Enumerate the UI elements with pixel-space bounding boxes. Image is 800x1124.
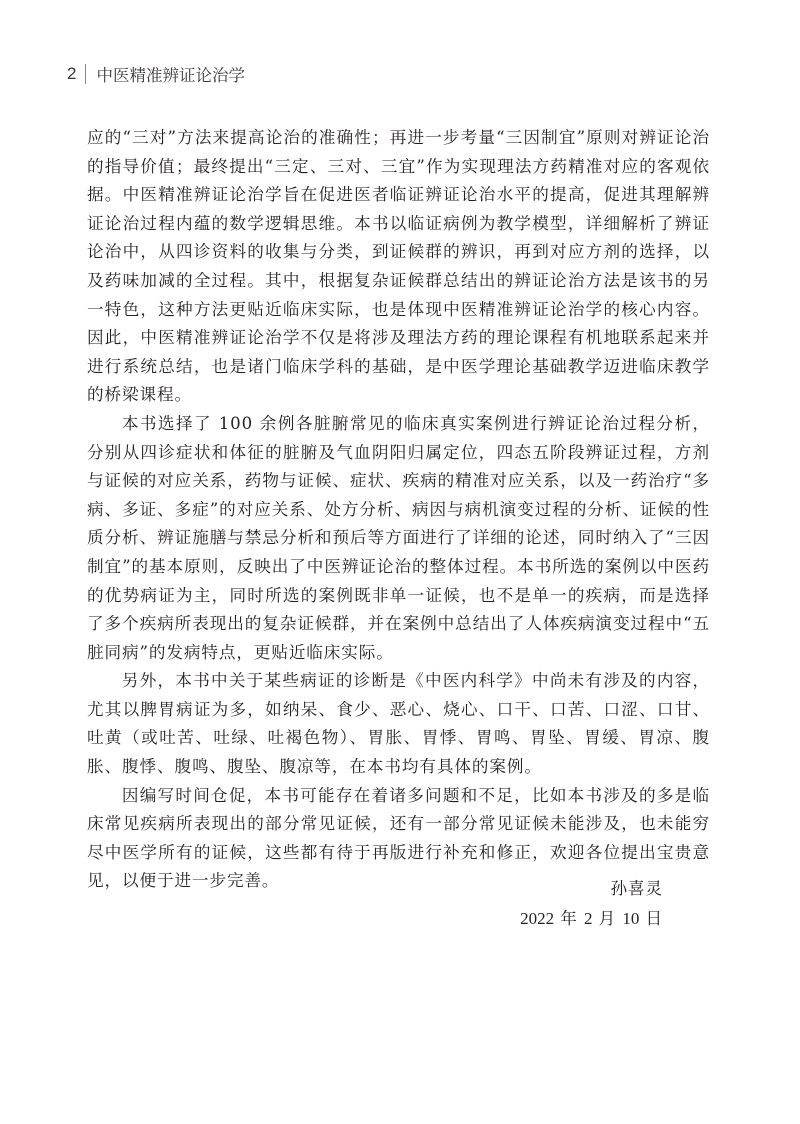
author-name: 孙喜灵 xyxy=(610,879,663,898)
date-day-unit: 日 xyxy=(645,909,663,928)
date-day: 10 xyxy=(622,909,640,928)
signature-block xyxy=(520,874,663,934)
date-year: 2022 xyxy=(520,909,555,928)
date-year-unit: 年 xyxy=(560,909,578,928)
signature-date xyxy=(520,904,663,934)
header-divider xyxy=(85,64,86,84)
paragraph-4: 因编写时间仓促，本书可能存在着诸多问题和不足，比如本书涉及的多是临床常见疾病所表现出的部分常见证候，还有一部分常见证候未能涉及，也未能穷尽中医学所有的证候，这些都有待于再版进行补充和修正，欢迎各位提出宝贵意见，以便于进一步完善。 xyxy=(87,785,710,891)
date-month-unit: 月 xyxy=(598,909,617,928)
preface-body xyxy=(87,124,710,896)
paragraph-2: 本书选择了 100 余例各脏腑常见的临床真实案例进行辨证论治过程分析，分别从四诊症状和体征的脏腑及气血阴阳归属定位，四态五阶段辨证过程，方剂与证候的对应关系，药物与证候、症状、疾病的精准对应关系，以及一药治疗“多病、多证、多症”的对应关系、处方分析、病因与病机演变过程的分析、证候的性质分析、辨证施膳与禁忌分析和预后等方面进行了详细的论述，同时纳入了“三因制宜”的基本原则，反映出了中医辨证论治的整体过程。本书所选的案例以中医药的优势病证为主，同时所选的案例既非单一证候，也不是单一的疾病，而是选择了多个疾病所表现出的复杂证候群，并在案例中总结出了人体疾病演变过程中“五脏同病”的发病特点，更贴近临床实际。 xyxy=(87,413,710,662)
book-title: 中医精准辨证论治学 xyxy=(96,66,245,85)
date-month: 2 xyxy=(583,909,593,928)
running-header xyxy=(67,63,245,85)
paragraph-3: 另外，本书中关于某些病证的诊断是《中医内科学》中尚未有涉及的内容，尤其以脾胃病证为多，如纳呆、食少、恶心、烧心、口干、口苦、口涩、口甘、吐黄（或吐苦、吐绿、吐褐色物）、胃胀、胃悸、胃鸣、胃坠、胃缓、胃凉、腹胀、腹悸、腹鸣、腹坠、腹凉等，在本书均有具体的案例。 xyxy=(87,671,710,777)
paragraph-1: 应的“三对”方法来提高论治的准确性；再进一步考量“三因制宜”原则对辨证论治的指导价值；最终提出“三定、三对、三宜”作为实现理法方药精准对应的客观依据。中医精准辨证论治学旨在促进医者临证辨证论治水平的提高，促进其理解辨证论治过程内蕴的数学逻辑思维。本书以临证病例为教学模型，详细解析了辨证论治中，从四诊资料的收集与分类，到证候群的辨识，再到对应方剂的选择，以及药味加减的全过程。其中，根据复杂证候群总结出的辨证论治方法是该书的另一特色，这种方法更贴近临床实际，也是体现中医精准辨证论治学的核心内容。因此，中医精准辨证论治学不仅是将涉及理法方药的理论课程有机地联系起来并进行系统总结，也是诸门临床学科的基础，是中医学理论基础教学迈进临床教学的桥梁课程。 xyxy=(87,128,710,405)
page-number: 2 xyxy=(67,64,77,83)
